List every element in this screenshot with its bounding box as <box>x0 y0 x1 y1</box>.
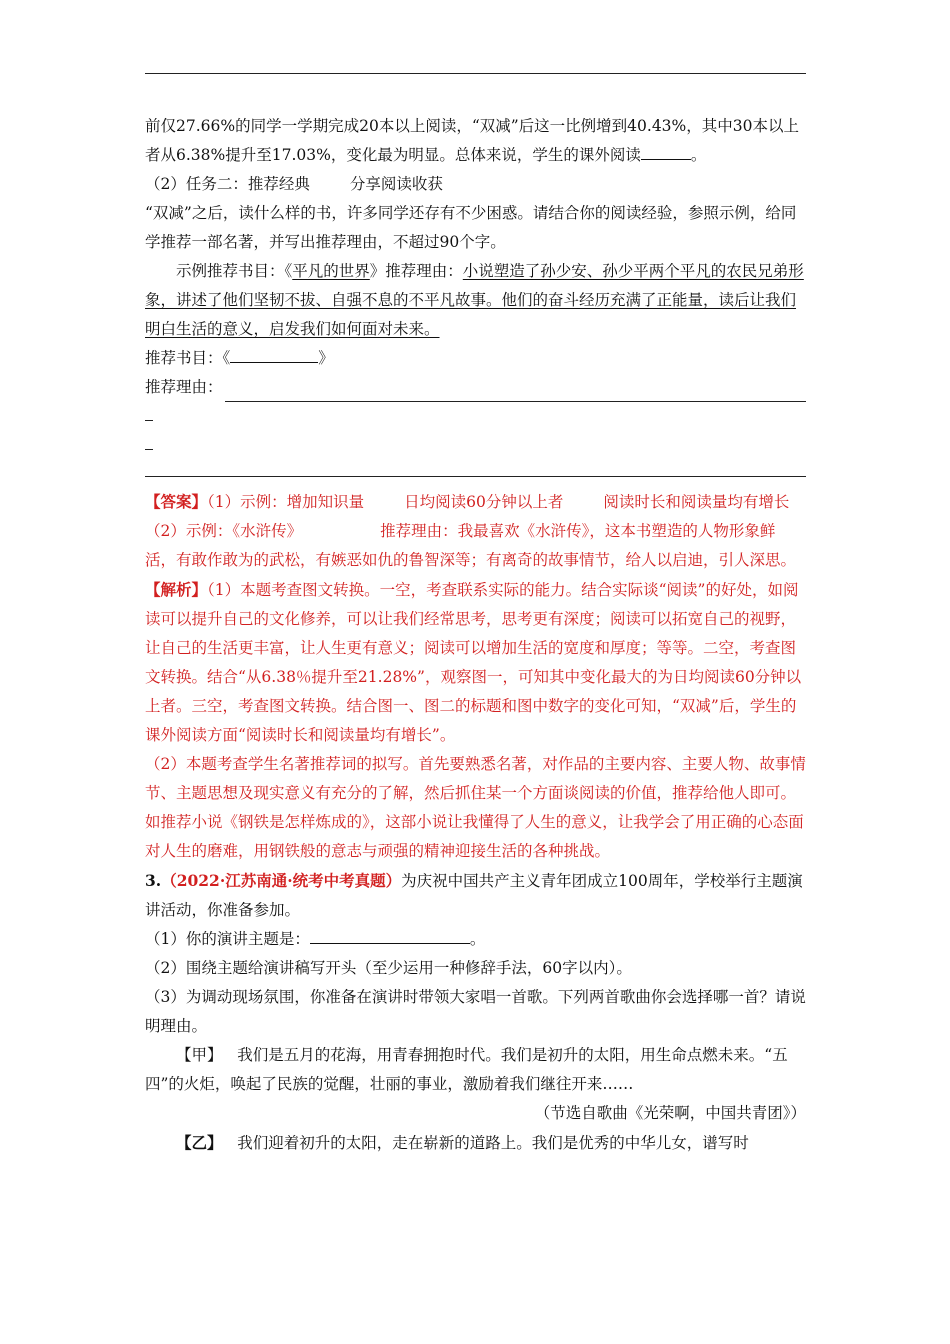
reason-blank <box>225 382 806 402</box>
answer-blank <box>641 141 691 160</box>
question-source: （2022·江苏南通·统考中考真题） <box>161 871 402 890</box>
answer-tag: 【答案】 <box>145 492 208 511</box>
analysis-tag: 【解析】 <box>145 580 208 599</box>
song-yi: 【乙】 我们迎着初升的太阳，走在崭新的道路上。我们是优秀的中华儿女，谱写时 <box>176 1133 749 1152</box>
answer-section <box>145 487 806 866</box>
question-3-sub-1: （1）你的演讲主题是： 。 <box>145 925 806 954</box>
answer-line-1: 【答案】（1）示例：增加知识量 日均阅读60分钟以上者 阅读时长和阅读量均有增长 <box>145 492 790 511</box>
reason-input-line: 推荐理由： <box>145 373 806 402</box>
book-blank <box>230 344 318 363</box>
task2-title: （2）任务二：推荐经典 分享阅读收获 <box>145 175 443 193</box>
answer-line-2: （2）示例：《水浒传》 推荐理由：我最喜欢《水浒传》，这本书塑造的人物形象鲜活，有敢作敢为的武松，有嫉恶如仇的鲁智深等；有离奇的故事情节，给人以启迪，引人深思。 <box>145 522 797 569</box>
example-reason: 小说塑造了孙少安、孙少平两个平凡的农民兄弟形象，讲述了他们坚韧不拔、自强不息的不平凡故事。他们的奋斗经历充满了正能量，读后让我们明白生活的意义，启发我们如何面对未来。 <box>145 262 804 338</box>
document-body <box>145 112 806 1158</box>
blank-mark <box>145 402 806 431</box>
example-book-title: 平凡的世界 <box>292 262 370 280</box>
question-3-sub-2: （2）围绕主题给演讲稿写开头（至少运用一种修辞手法，60字以内）。 <box>145 959 632 977</box>
example-recommendation: 示例推荐书目：《平凡的世界》推荐理由：小说塑造了孙少安、孙少平两个平凡的农民兄弟形象，讲述了他们坚韧不拔、自强不息的不平凡故事。他们的奋斗经历充满了正能量，读后让我们明白生活的意义，启发我们如何面对未来。 <box>145 262 804 338</box>
theme-blank <box>310 925 470 944</box>
song-jia-source: （节选自歌曲《光荣啊，中国共青团》） <box>534 1104 806 1122</box>
task2-description: “双减”之后，读什么样的书，许多同学还存有不少困惑。请结合你的阅读经验，参照示例，给同学推荐一部名著，并写出推荐理由，不超过90个字。 <box>145 204 797 251</box>
song-jia: 【甲】 我们是五月的花海，用青春拥抱时代。我们是初升的太阳，用生命点燃未来。“五四”的火炬，唤起了民族的觉醒，壮丽的事业，激励着我们继往开来…… <box>145 1046 788 1093</box>
analysis-para-2: （2）本题考查学生名著推荐词的拟写。首先要熟悉名著，对作品的主要内容、主要人物、故事情节、主题思想及现实意义有充分的了解，然后抓住某一个方面谈阅读的价值，推荐给他人即可。 <box>145 755 806 802</box>
book-input-line: 推荐书目：《 》 <box>145 344 806 373</box>
header-rule <box>145 73 806 74</box>
stats-paragraph: 前仅27.66%的同学一学期完成20本以上阅读，“双减”后这一比例增到40.43%，其中30本以上者从6.38%提升至17.03%，变化最为明显。总体来说，学生的课外阅读 。 <box>145 117 799 164</box>
question-3-stem: 3.（2022·江苏南通·统考中考真题）为庆祝中国共产主义青年团成立100周年，学校举行主题演讲活动，你准备参加。 <box>145 871 803 919</box>
analysis-para-3: 如推荐小说《钢铁是怎样炼成的》，这部小说让我懂得了人生的意义，让我学会了用正确的心态面对人生的磨难，用钢铁般的意志与顽强的精神迎接生活的各种挑战。 <box>145 813 804 860</box>
analysis-para-1: 【解析】（1）本题考查图文转换。一空，考查联系实际的能力。结合实际谈“阅读”的好处，如阅读可以提升自己的文化修养，可以让我们经常思考，思考更有深度；阅读可以拓宽自己的视野，让自己的生活更丰富，让人生更有意义；阅读可以增加生活的宽度和厚度；等等。二空，考查图文转换。结合“从6.38％提升至21.28%”，观察图一，可知其中变化最大的为日均阅读60分钟以上者。三空，考查图文转换。结合图一、图二的标题和图中数字的变化可知，“双减”后，学生的课外阅读方面“阅读时长和阅读量均有增长”。 <box>145 580 802 744</box>
blank-mark <box>145 431 806 460</box>
question-3-sub-3: （3）为调动现场氛围，你准备在演讲时带领大家唱一首歌。下列两首歌曲你会选择哪一首？请说明理由。 <box>145 988 806 1035</box>
answer-rule <box>145 460 806 477</box>
